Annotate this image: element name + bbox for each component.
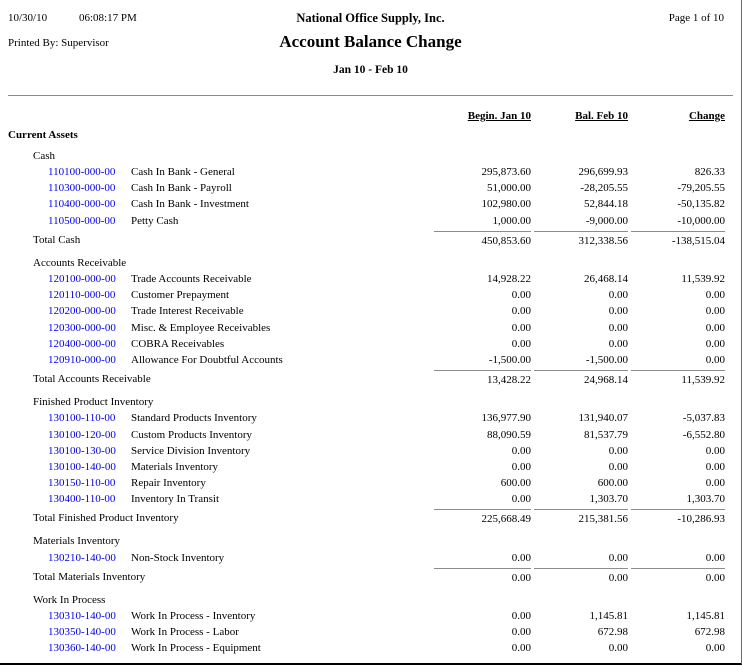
amount-begin: 0.00	[511, 460, 531, 473]
account-number-link[interactable]: 130360-140-00	[48, 642, 116, 655]
account-number-link[interactable]: 110100-000-00	[48, 166, 116, 179]
total-label: Total Accounts Receivable	[33, 373, 151, 386]
major-heading: Current Assets	[8, 128, 78, 141]
report-row	[0, 624, 741, 640]
report-row	[0, 459, 741, 475]
total-begin: 0.00	[434, 568, 531, 588]
page-indicator: Page 1 of 10	[668, 12, 724, 24]
report-row	[0, 127, 741, 143]
amount-begin: 51,000.00	[487, 182, 531, 195]
amount-change: 0.00	[705, 444, 725, 457]
account-description: Work In Process - Inventory	[131, 610, 256, 622]
report-row	[0, 509, 741, 528]
account-description: Work In Process - Labor	[131, 626, 239, 639]
account-description: Cash In Bank - Payroll	[131, 182, 232, 195]
amount-begin: -1,500.00	[488, 353, 531, 366]
amount-end: -9,000.00	[585, 214, 628, 227]
amount-end: 600.00	[597, 477, 628, 490]
account-description: COBRA Receivables	[131, 337, 225, 350]
amount-begin: 295,873.60	[481, 166, 531, 179]
report-row	[0, 213, 741, 229]
amount-end: 0.00	[608, 444, 628, 457]
amount-end: 0.00	[608, 642, 628, 655]
amount-end: 52,844.18	[584, 198, 628, 211]
report-row	[0, 320, 741, 336]
amount-end: 81,537.79	[584, 428, 628, 441]
amount-begin: 0.00	[511, 610, 531, 622]
account-description: Cash In Bank - General	[131, 166, 235, 179]
account-description: Non-Stock Inventory	[131, 551, 225, 564]
report-row	[0, 370, 741, 389]
account-description: Standard Products Inventory	[131, 412, 257, 425]
amount-change: 0.00	[705, 289, 725, 302]
account-number-link[interactable]: 130150-110-00	[48, 477, 116, 490]
account-description: Work In Process - Equipment	[131, 642, 261, 655]
report-row	[0, 640, 741, 656]
account-number-link[interactable]: 110400-000-00	[48, 198, 116, 211]
total-label: Total Materials Inventory	[33, 570, 146, 583]
total-label: Total Cash	[33, 233, 81, 246]
account-description: Service Division Inventory	[131, 444, 251, 457]
amount-change: 0.00	[705, 642, 725, 655]
account-number-link[interactable]: 130100-130-00	[48, 444, 116, 457]
amount-end: 0.00	[608, 337, 628, 350]
amount-change: -10,000.00	[677, 214, 725, 227]
amount-end: 1,145.81	[589, 610, 628, 622]
account-description: Inventory In Transit	[131, 493, 219, 506]
amount-end: 0.00	[608, 305, 628, 318]
amount-begin: 0.00	[511, 321, 531, 334]
report-row	[0, 475, 741, 491]
report-row	[0, 592, 741, 608]
report-row	[0, 164, 741, 180]
amount-begin: 1,000.00	[492, 214, 531, 227]
company-name: National Office Supply, Inc.	[296, 11, 445, 25]
account-number-link[interactable]: 120910-000-00	[48, 353, 116, 366]
amount-change: -5,037.83	[682, 412, 725, 425]
amount-end: -28,205.55	[580, 182, 628, 195]
column-header-end: Bal. Feb 10	[575, 110, 628, 122]
section-heading: Accounts Receivable	[33, 256, 127, 269]
account-number-link[interactable]: 130100-120-00	[48, 428, 116, 441]
amount-change: 0.00	[705, 305, 725, 318]
amount-end: 296,699.93	[578, 166, 628, 179]
account-number-link[interactable]: 130400-110-00	[48, 493, 116, 506]
header-divider	[8, 95, 733, 96]
total-begin: 450,853.60	[434, 231, 531, 251]
amount-change: -79,205.55	[677, 182, 725, 195]
amount-begin: 0.00	[511, 444, 531, 457]
account-description: Allowance For Doubtful Accounts	[131, 353, 283, 366]
amount-change: 11,539.92	[681, 273, 725, 285]
total-change: -10,286.93	[631, 509, 725, 529]
amount-begin: 14,928.22	[487, 273, 531, 285]
account-number-link[interactable]: 120400-000-00	[48, 337, 116, 350]
amount-end: 0.00	[608, 321, 628, 334]
account-description: Petty Cash	[131, 214, 179, 227]
amount-end: 0.00	[608, 460, 628, 473]
report-header	[0, 0, 741, 95]
report-row	[0, 336, 741, 352]
account-description: Misc. & Employee Receivables	[131, 321, 271, 334]
amount-begin: 0.00	[511, 493, 531, 506]
account-number-link[interactable]: 130100-140-00	[48, 460, 116, 473]
total-end: 24,968.14	[534, 370, 628, 390]
amount-begin: 0.00	[511, 337, 531, 350]
total-end: 215,381.56	[534, 509, 628, 529]
account-description: Repair Inventory	[131, 477, 206, 490]
amount-end: 0.00	[608, 289, 628, 302]
account-number-link[interactable]: 120300-000-00	[48, 321, 116, 334]
report-row	[0, 550, 741, 566]
total-change: 11,539.92	[631, 370, 725, 390]
amount-change: 826.33	[694, 166, 725, 179]
amount-begin: 0.00	[511, 305, 531, 318]
account-number-link[interactable]: 130100-110-00	[48, 412, 116, 425]
report-row	[0, 394, 741, 410]
report-row	[0, 196, 741, 212]
column-header-begin: Begin. Jan 10	[467, 110, 531, 122]
report-row	[0, 608, 741, 624]
amount-end: 1,303.70	[589, 493, 628, 506]
report-row	[0, 443, 741, 459]
report-row	[0, 231, 741, 250]
amount-change: -50,135.82	[677, 198, 725, 211]
amount-begin: 136,977.90	[481, 412, 531, 425]
account-description: Trade Interest Receivable	[131, 305, 244, 318]
amount-begin: 102,980.00	[481, 198, 531, 211]
account-number-link[interactable]: 110300-000-00	[48, 182, 116, 195]
amount-begin: 0.00	[511, 289, 531, 302]
column-headers	[0, 108, 741, 124]
amount-change: 1,145.81	[686, 610, 725, 622]
printed-by: Printed By: Supervisor	[8, 37, 109, 49]
total-label: Total Finished Product Inventory	[33, 512, 179, 525]
account-number-link[interactable]: 130350-140-00	[48, 626, 116, 639]
report-row	[0, 533, 741, 549]
amount-change: 1,303.70	[686, 493, 725, 506]
account-description: Cash In Bank - Investment	[131, 198, 249, 211]
column-header-change: Change	[688, 110, 725, 122]
report-body	[0, 127, 741, 657]
account-description: Trade Accounts Receivable	[131, 273, 252, 285]
report-row	[0, 148, 741, 164]
total-change: 0.00	[631, 568, 725, 588]
print-time: 06:08:17 PM	[79, 12, 137, 24]
amount-change: -6,552.80	[682, 428, 725, 441]
amount-change: 0.00	[705, 321, 725, 334]
report-row	[0, 287, 741, 303]
account-description: Custom Products Inventory	[131, 428, 252, 441]
account-number-link[interactable]: 130310-140-00	[48, 610, 116, 622]
report-row	[0, 352, 741, 368]
section-heading: Cash	[33, 149, 55, 162]
print-date: 10/30/10	[8, 12, 48, 24]
report-row	[0, 303, 741, 319]
section-heading: Work In Process	[33, 593, 106, 606]
report-row	[0, 427, 741, 443]
amount-change: 0.00	[705, 337, 725, 350]
account-number-link[interactable]: 130210-140-00	[48, 551, 116, 564]
amount-change: 0.00	[705, 353, 725, 366]
report-row	[0, 271, 741, 287]
total-end: 0.00	[534, 568, 628, 588]
section-heading: Materials Inventory	[33, 535, 121, 548]
report-row	[0, 255, 741, 271]
amount-change: 0.00	[705, 551, 725, 564]
amount-change: 0.00	[705, 477, 725, 490]
account-number-link[interactable]: 120200-000-00	[48, 305, 116, 318]
total-end: 312,338.56	[534, 231, 628, 251]
report-title: Account Balance Change	[279, 32, 462, 51]
account-description: Customer Prepayment	[131, 289, 230, 302]
report-row	[0, 491, 741, 507]
total-begin: 225,668.49	[434, 509, 531, 529]
report-row	[0, 180, 741, 196]
amount-begin: 0.00	[511, 551, 531, 564]
amount-end: -1,500.00	[585, 353, 628, 366]
amount-end: 0.00	[608, 551, 628, 564]
account-number-link[interactable]: 120100-000-00	[48, 273, 116, 285]
amount-begin: 600.00	[500, 477, 531, 490]
account-number-link[interactable]: 110500-000-00	[48, 214, 116, 227]
account-number-link[interactable]: 120110-000-00	[48, 289, 116, 302]
amount-begin: 0.00	[511, 642, 531, 655]
section-heading: Finished Product Inventory	[33, 396, 154, 409]
total-change: -138,515.04	[631, 231, 725, 251]
amount-end: 672.98	[597, 626, 628, 639]
amount-change: 672.98	[694, 626, 725, 639]
amount-change: 0.00	[705, 460, 725, 473]
report-date-range: Jan 10 - Feb 10	[333, 64, 408, 76]
amount-end: 131,940.07	[578, 412, 628, 425]
amount-end: 26,468.14	[584, 273, 628, 285]
total-begin: 13,428.22	[434, 370, 531, 390]
amount-begin: 88,090.59	[487, 428, 531, 441]
amount-begin: 0.00	[511, 626, 531, 639]
report-row	[0, 568, 741, 587]
report-row	[0, 410, 741, 426]
account-description: Materials Inventory	[131, 460, 219, 473]
